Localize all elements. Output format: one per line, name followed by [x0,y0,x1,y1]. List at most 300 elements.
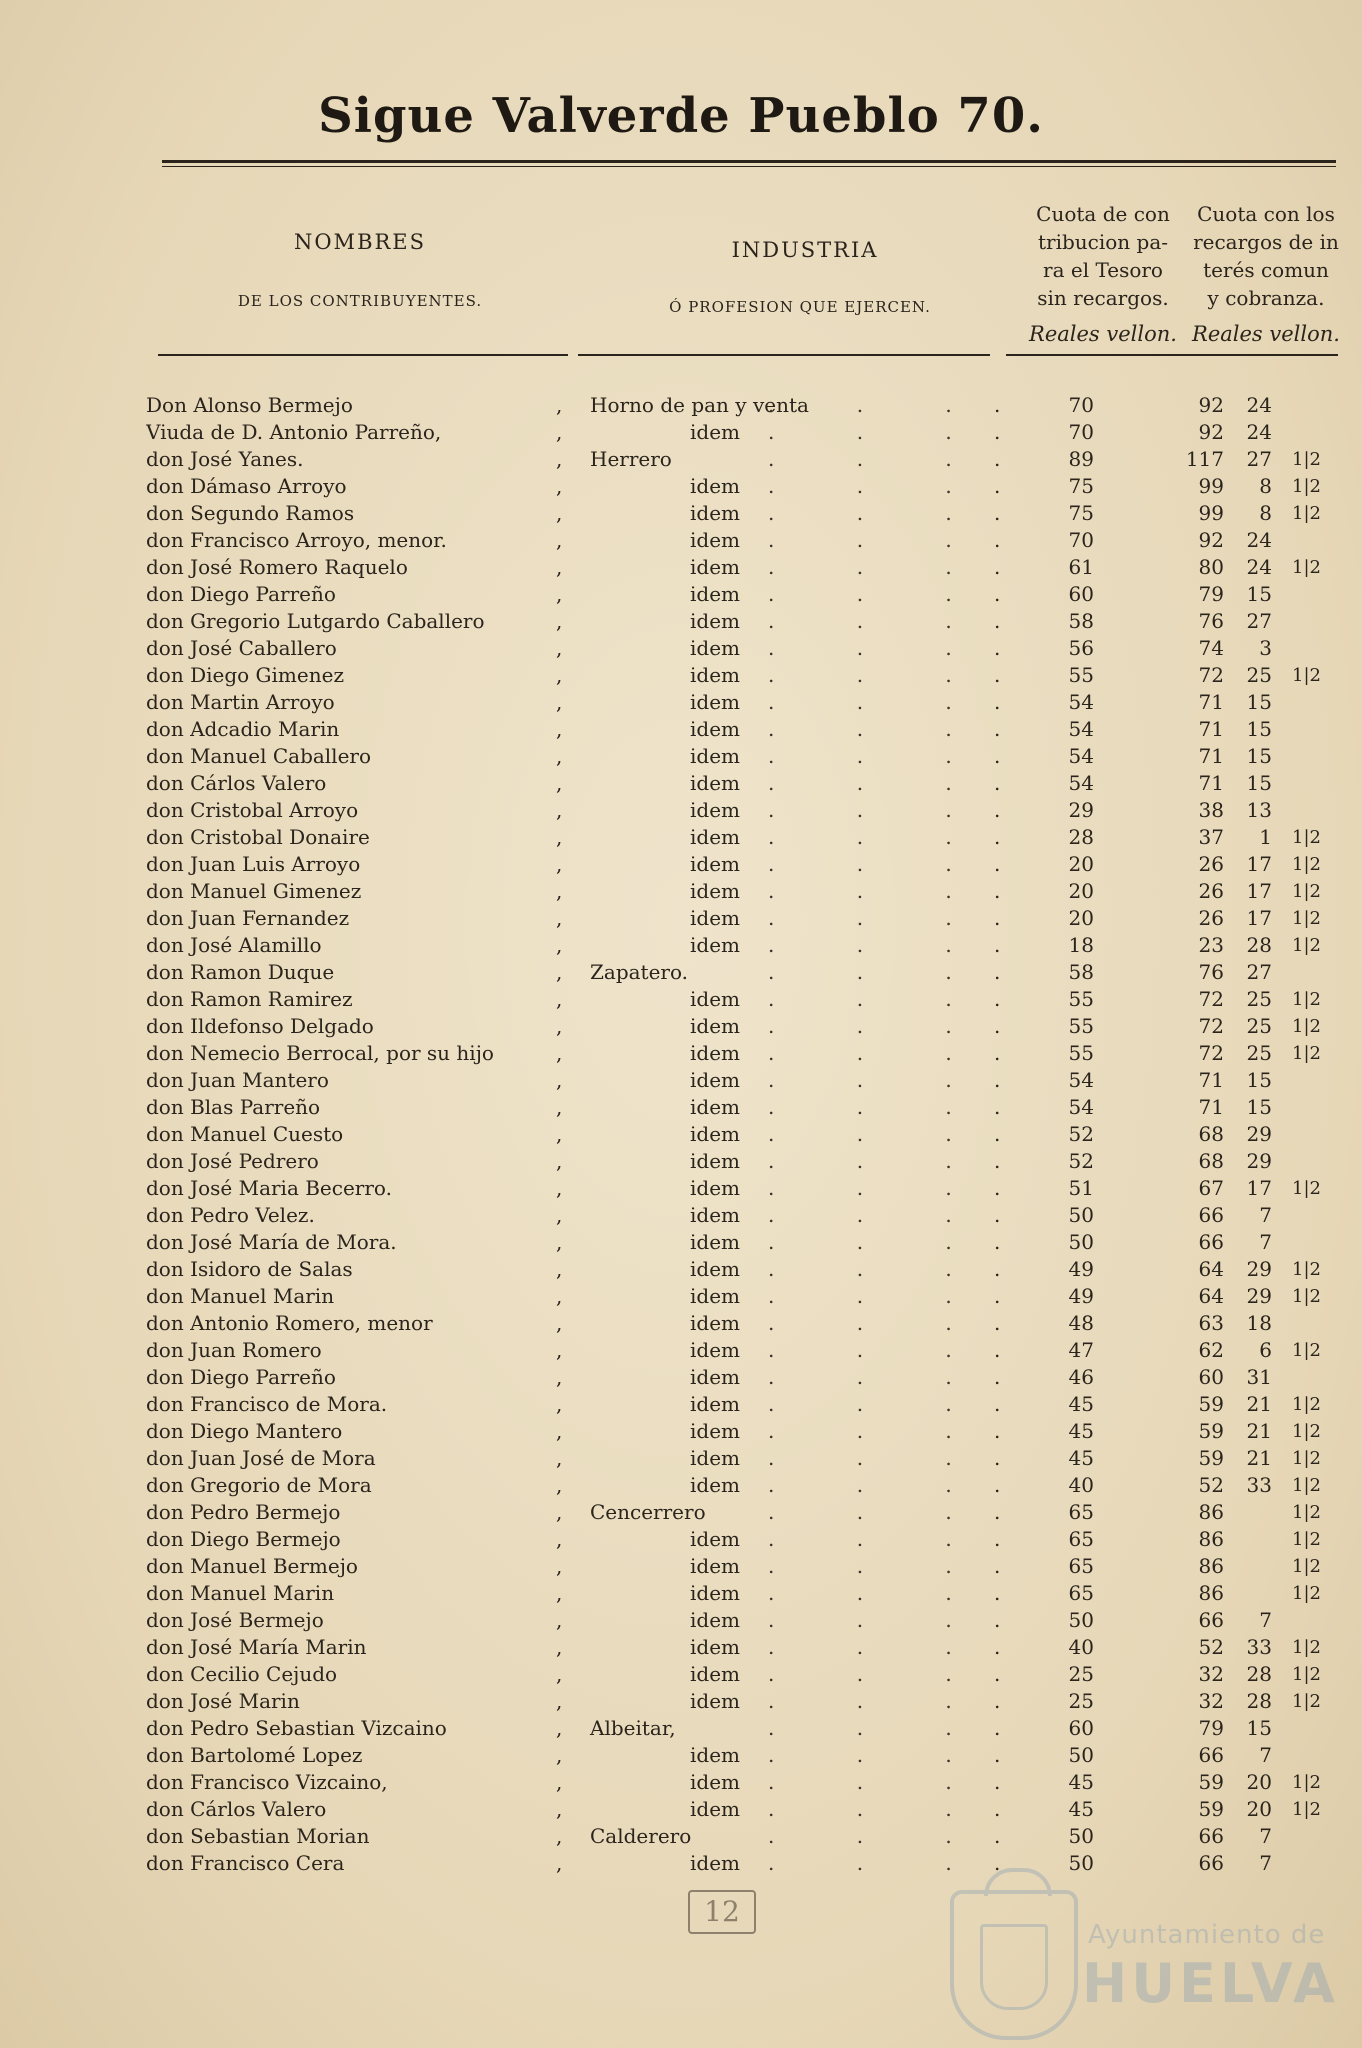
table-row [0,392,1362,419]
table-row [0,986,1362,1013]
leader-mark: . [994,1446,1001,1470]
header-rule-names [158,354,568,356]
table-row [0,1850,1362,1877]
leader-dots: . . . [768,933,990,957]
cuota-total-reales-cell: 26 [1198,852,1224,876]
cuota-total-reales-cell: 71 [1198,1095,1224,1119]
cuota-total-reales-cell: 38 [1198,798,1224,822]
cuota-total-reales-cell: 99 [1198,501,1224,525]
industry-cell: idem [690,1365,740,1389]
cuota-total-reales-cell: 66 [1198,1203,1224,1227]
industry-cell: idem [690,1311,740,1335]
cuota-total-maravedis-cell: 21 [1246,1419,1272,1443]
table-row [0,1769,1362,1796]
leader-mark: , [556,582,563,606]
cuota-fraction-cell: 1|2 [1292,881,1321,902]
industry-cell: idem [690,528,740,552]
contributor-name: don Cecilio Cejudo [146,1662,338,1686]
cuota-total-maravedis-cell: 15 [1246,690,1272,714]
leader-dots: . . . [768,1500,990,1524]
cuota-total-maravedis-cell: 7 [1259,1851,1272,1875]
cuota-base-cell: 70 [1068,393,1094,417]
leader-mark: . [994,933,1001,957]
cuota-base-cell: 50 [1068,1203,1094,1227]
cuota-total-reales-cell: 99 [1198,474,1224,498]
cuota-base-cell: 60 [1068,582,1094,606]
cuota-base-cell: 47 [1068,1338,1094,1362]
table-row [0,554,1362,581]
leader-mark: . [994,1419,1001,1443]
leader-dots: . . . [768,528,990,552]
leader-mark: , [556,987,563,1011]
contributor-name: don Pedro Velez. [146,1203,315,1227]
leader-dots: . . . [768,663,990,687]
cuota-fraction-cell: 1|2 [1292,665,1321,686]
leader-mark: , [556,501,563,525]
cuota-total-maravedis-cell: 28 [1246,1689,1272,1713]
header-cuota1-line: ra el Tesoro [1043,258,1163,282]
contributor-name: Viuda de D. Antonio Parreño, [146,420,442,444]
cuota-base-cell: 54 [1068,771,1094,795]
industry-cell: idem [690,1473,740,1497]
industry-cell: idem [690,1446,740,1470]
cuota-total-reales-cell: 86 [1198,1554,1224,1578]
header-cuota1-line: Cuota de con [1036,202,1170,226]
industry-cell: idem [690,1068,740,1092]
table-row [0,662,1362,689]
contributor-name: don Dámaso Arroyo [146,474,347,498]
leader-dots: . . . [768,1662,990,1686]
leader-mark: . [994,1500,1001,1524]
industry-cell: idem [690,501,740,525]
leader-dots: . . . [768,879,990,903]
cuota-total-maravedis-cell: 27 [1246,609,1272,633]
cuota-fraction-cell: 1|2 [1292,1583,1321,1604]
industry-cell: idem [690,1419,740,1443]
contributors-table [0,392,1362,1877]
industry-cell: idem [690,1176,740,1200]
cuota-total-reales-cell: 74 [1198,636,1224,660]
contributor-name: don Juan Romero [146,1338,322,1362]
leader-mark: . [994,1608,1001,1632]
leader-mark: . [994,555,1001,579]
industry-cell: idem [690,1608,740,1632]
leader-mark: , [556,1014,563,1038]
cuota-base-cell: 70 [1068,528,1094,552]
leader-mark: . [994,1743,1001,1767]
table-row [0,1661,1362,1688]
header-rule-industry [578,354,990,356]
leader-dots: . . . [768,1689,990,1713]
cuota-total-maravedis-cell: 17 [1246,906,1272,930]
cuota-total-reales-cell: 66 [1198,1824,1224,1848]
table-row [0,1742,1362,1769]
leader-mark: . [994,906,1001,930]
leader-mark: , [556,1095,563,1119]
leader-mark: , [556,1581,563,1605]
leader-dots: . . . [768,1473,990,1497]
cuota-fraction-cell: 1|2 [1292,935,1321,956]
cuota-total-maravedis-cell: 24 [1246,393,1272,417]
industry-cell: idem [690,1338,740,1362]
leader-mark: . [994,636,1001,660]
header-cuota2-line: y cobranza. [1207,286,1325,310]
cuota-total-maravedis-cell: 33 [1246,1635,1272,1659]
leader-mark: . [994,1797,1001,1821]
leader-mark: . [994,1824,1001,1848]
leader-mark: , [556,1257,563,1281]
leader-dots: . . . [768,1041,990,1065]
cuota-base-cell: 54 [1068,744,1094,768]
industry-cell: idem [690,771,740,795]
leader-mark: . [994,1176,1001,1200]
industry-cell: idem [690,1257,740,1281]
leader-dots: . . . [768,1149,990,1173]
industry-cell: idem [690,1014,740,1038]
cuota-base-cell: 58 [1068,609,1094,633]
leader-mark: , [556,1635,563,1659]
leader-mark: . [994,987,1001,1011]
industry-cell: idem [690,933,740,957]
cuota-total-maravedis-cell: 8 [1259,501,1272,525]
industry-cell: idem [690,717,740,741]
leader-mark: , [556,1122,563,1146]
cuota-base-cell: 45 [1068,1446,1094,1470]
contributor-name: don Manuel Bermejo [146,1554,358,1578]
leader-mark: . [994,1338,1001,1362]
leader-mark: , [556,879,563,903]
leader-dots: . . . [768,1230,990,1254]
cuota-total-reales-cell: 67 [1198,1176,1224,1200]
leader-mark: . [994,1662,1001,1686]
leader-dots: . . . [768,960,990,984]
cuota-base-cell: 45 [1068,1419,1094,1443]
industry-cell: idem [690,1527,740,1551]
header-cuota-sin-recargos [1018,200,1188,312]
cuota-total-maravedis-cell: 15 [1246,744,1272,768]
cuota-total-maravedis-cell: 7 [1259,1743,1272,1767]
leader-mark: , [556,690,563,714]
cuota-base-cell: 50 [1068,1851,1094,1875]
leader-mark: , [556,1365,563,1389]
cuota-total-reales-cell: 72 [1198,1041,1224,1065]
leader-mark: . [994,1581,1001,1605]
cuota-fraction-cell: 1|2 [1292,1340,1321,1361]
leader-dots: . . . [768,1122,990,1146]
leader-dots: . . . [768,1014,990,1038]
leader-mark: , [556,1311,563,1335]
leader-mark: , [556,1824,563,1848]
leader-dots: . . . [768,852,990,876]
table-row [0,1310,1362,1337]
leader-dots: . . . [768,1527,990,1551]
leader-mark: . [994,1284,1001,1308]
cuota-total-reales-cell: 72 [1198,1014,1224,1038]
table-row [0,932,1362,959]
cuota-total-reales-cell: 71 [1198,1068,1224,1092]
cuota-total-maravedis-cell: 15 [1246,771,1272,795]
cuota-base-cell: 49 [1068,1257,1094,1281]
leader-mark: . [994,744,1001,768]
contributor-name: don Bartolomé Lopez [146,1743,363,1767]
contributor-name: don Blas Parreño [146,1095,321,1119]
header-names-sub: DE LOS CONTRIBUYENTES. [237,292,483,310]
cuota-total-reales-cell: 76 [1198,960,1224,984]
cuota-total-reales-cell: 92 [1198,393,1224,417]
table-row [0,1067,1362,1094]
leader-mark: , [556,1149,563,1173]
industry-cell: idem [690,1770,740,1794]
leader-dots: . . . [768,1716,990,1740]
leader-dots: . . . [768,1311,990,1335]
leader-mark: , [556,393,563,417]
table-row [0,1634,1362,1661]
contributor-name: don Manuel Gimenez [146,879,362,903]
cuota-total-maravedis-cell: 33 [1246,1473,1272,1497]
cuota-base-cell: 50 [1068,1608,1094,1632]
cuota-fraction-cell: 1|2 [1292,1529,1321,1550]
cuota-base-cell: 45 [1068,1392,1094,1416]
cuota-total-reales-cell: 92 [1198,528,1224,552]
cuota-total-maravedis-cell: 25 [1246,663,1272,687]
cuota-fraction-cell: 1|2 [1292,1637,1321,1658]
cuota-total-maravedis-cell: 15 [1246,1095,1272,1119]
cuota-fraction-cell: 1|2 [1292,827,1321,848]
leader-mark: . [994,825,1001,849]
cuota-fraction-cell: 1|2 [1292,908,1321,929]
leader-mark: . [994,1014,1001,1038]
header-cuota2-line: Cuota con los [1197,202,1335,226]
cuota-total-maravedis-cell: 18 [1246,1311,1272,1335]
leader-mark: . [994,1068,1001,1092]
leader-mark: , [556,447,563,471]
cuota-base-cell: 48 [1068,1311,1094,1335]
cuota-base-cell: 50 [1068,1230,1094,1254]
contributor-name: don Sebastian Morian [146,1824,370,1848]
leader-dots: . . . [768,609,990,633]
industry-cell: idem [690,1662,740,1686]
industry-cell: Calderero [590,1824,692,1848]
cuota-total-maravedis-cell: 17 [1246,879,1272,903]
cuota-total-reales-cell: 26 [1198,906,1224,930]
cuota-fraction-cell: 1|2 [1292,1799,1321,1820]
leader-mark: , [556,1473,563,1497]
leader-dots: . . . [768,1095,990,1119]
leader-mark: , [556,798,563,822]
leader-dots: . . . [768,1554,990,1578]
contributor-name: don José Maria Becerro. [146,1176,392,1200]
cuota-total-maravedis-cell: 29 [1246,1122,1272,1146]
leader-dots: . . . [768,1851,990,1875]
industry-cell: idem [690,1284,740,1308]
table-row [0,878,1362,905]
leader-dots: . . . [768,1797,990,1821]
cuota-total-reales-cell: 32 [1198,1662,1224,1686]
cuota-base-cell: 51 [1068,1176,1094,1200]
table-row [0,743,1362,770]
leader-mark: . [994,1716,1001,1740]
leader-mark: . [994,1095,1001,1119]
table-row [0,851,1362,878]
contributor-name: don Manuel Cuesto [146,1122,344,1146]
contributor-name: don José Yanes. [146,447,304,471]
cuota-fraction-cell: 1|2 [1292,1772,1321,1793]
header-cuota2-line: terés comun [1203,258,1329,282]
leader-dots: . . . [768,906,990,930]
leader-mark: , [556,663,563,687]
cuota-total-maravedis-cell: 6 [1259,1338,1272,1362]
cuota-total-maravedis-cell: 27 [1246,447,1272,471]
leader-dots: . . . [768,771,990,795]
cuota-total-reales-cell: 59 [1198,1797,1224,1821]
cuota-total-reales-cell: 59 [1198,1770,1224,1794]
leader-mark: . [994,690,1001,714]
cuota-base-cell: 54 [1068,690,1094,714]
header-unit-1: Reales vellon. [1029,322,1177,346]
table-row [0,1175,1362,1202]
cuota-fraction-cell: 1|2 [1292,1178,1321,1199]
leader-mark: , [556,1689,563,1713]
cuota-total-reales-cell: 76 [1198,609,1224,633]
industry-cell: Albeitar, [590,1716,676,1740]
table-row [0,1472,1362,1499]
leader-mark: , [556,717,563,741]
cuota-total-maravedis-cell: 15 [1246,1716,1272,1740]
leader-mark: . [994,474,1001,498]
cuota-total-reales-cell: 52 [1198,1473,1224,1497]
cuota-base-cell: 46 [1068,1365,1094,1389]
leader-dots: . . . [768,1068,990,1092]
industry-cell: idem [690,1230,740,1254]
cuota-total-maravedis-cell: 7 [1259,1230,1272,1254]
industry-cell: idem [690,852,740,876]
contributor-name: don Diego Gimenez [146,663,344,687]
leader-dots: . . . [768,1824,990,1848]
cuota-total-maravedis-cell: 25 [1246,1014,1272,1038]
contributor-name: don Juan Fernandez [146,906,350,930]
contributor-name: Don Alonso Bermejo [146,393,353,417]
cuota-total-reales-cell: 68 [1198,1149,1224,1173]
cuota-base-cell: 65 [1068,1581,1094,1605]
table-row [0,1526,1362,1553]
cuota-total-reales-cell: 59 [1198,1446,1224,1470]
cuota-total-reales-cell: 52 [1198,1635,1224,1659]
cuota-fraction-cell: 1|2 [1292,1394,1321,1415]
cuota-base-cell: 60 [1068,1716,1094,1740]
leader-mark: . [994,1041,1001,1065]
cuota-total-maravedis-cell: 8 [1259,474,1272,498]
table-row [0,1337,1362,1364]
cuota-total-reales-cell: 60 [1198,1365,1224,1389]
title-rule-thin [162,166,1336,167]
contributor-name: don Isidoro de Salas [146,1257,353,1281]
contributor-name: don Manuel Marin [146,1284,335,1308]
contributor-name: don Diego Mantero [146,1419,343,1443]
leader-mark: . [994,1770,1001,1794]
table-row [0,1229,1362,1256]
industry-cell: idem [690,1203,740,1227]
cuota-total-reales-cell: 79 [1198,1716,1224,1740]
header-industry-sub: Ó PROFESION QUE EJERCEN. [669,298,931,316]
cuota-fraction-cell: 1|2 [1292,1421,1321,1442]
leader-dots: . . . [768,1176,990,1200]
table-row [0,1553,1362,1580]
leader-mark: , [556,1608,563,1632]
watermark-line2: HUELVA [1082,1952,1339,2015]
contributor-name: don José Romero Raquelo [146,555,408,579]
title-rule [162,160,1336,163]
contributor-name: don Diego Parreño [146,1365,336,1389]
cuota-total-reales-cell: 71 [1198,771,1224,795]
industry-cell: idem [690,474,740,498]
cuota-total-maravedis-cell: 7 [1259,1203,1272,1227]
contributor-name: don José Caballero [146,636,337,660]
table-row [0,1607,1362,1634]
leader-dots: . . . [768,987,990,1011]
table-row [0,1715,1362,1742]
cuota-total-maravedis-cell: 27 [1246,960,1272,984]
leader-mark: . [994,960,1001,984]
leader-mark: . [994,1527,1001,1551]
cuota-total-maravedis-cell: 17 [1246,852,1272,876]
leader-dots: . . . [768,1392,990,1416]
cuota-total-reales-cell: 63 [1198,1311,1224,1335]
contributor-name: don Francisco Cera [146,1851,345,1875]
cuota-total-reales-cell: 71 [1198,744,1224,768]
table-row [0,959,1362,986]
table-row [0,446,1362,473]
cuota-base-cell: 40 [1068,1635,1094,1659]
cuota-total-reales-cell: 66 [1198,1230,1224,1254]
cuota-fraction-cell: 1|2 [1292,1286,1321,1307]
leader-mark: , [556,1500,563,1524]
table-row [0,1148,1362,1175]
cuota-total-maravedis-cell: 29 [1246,1257,1272,1281]
contributor-name: don Pedro Sebastian Vizcaino [146,1716,447,1740]
contributor-name: don Francisco Arroyo, menor. [146,528,447,552]
leader-mark: . [994,1689,1001,1713]
industry-cell: idem [690,663,740,687]
leader-mark: . [994,393,1001,417]
leader-mark: , [556,771,563,795]
table-row [0,1499,1362,1526]
leader-dots: . . . [768,1365,990,1389]
contributor-name: don José María Marin [146,1635,367,1659]
cuota-total-maravedis-cell: 25 [1246,987,1272,1011]
leader-dots: . . . [768,582,990,606]
leader-mark: . [994,420,1001,444]
leader-dots: . . . [768,690,990,714]
leader-mark: , [556,1068,563,1092]
cuota-total-reales-cell: 26 [1198,879,1224,903]
page-title: Sigue Valverde Pueblo 70. [318,88,1044,144]
leader-mark: . [994,1230,1001,1254]
cuota-total-maravedis-cell: 3 [1259,636,1272,660]
cuota-total-maravedis-cell: 24 [1246,528,1272,552]
industry-cell: idem [690,420,740,444]
cuota-total-maravedis-cell: 24 [1246,420,1272,444]
leader-dots: . . . [768,420,990,444]
leader-mark: , [556,1392,563,1416]
industry-cell: idem [690,609,740,633]
leader-mark: , [556,933,563,957]
leader-mark: , [556,1284,563,1308]
leader-mark: . [994,879,1001,903]
cuota-base-cell: 65 [1068,1527,1094,1551]
contributor-name: don Pedro Bermejo [146,1500,341,1524]
cuota-base-cell: 54 [1068,1095,1094,1119]
cuota-fraction-cell: 1|2 [1292,449,1321,470]
